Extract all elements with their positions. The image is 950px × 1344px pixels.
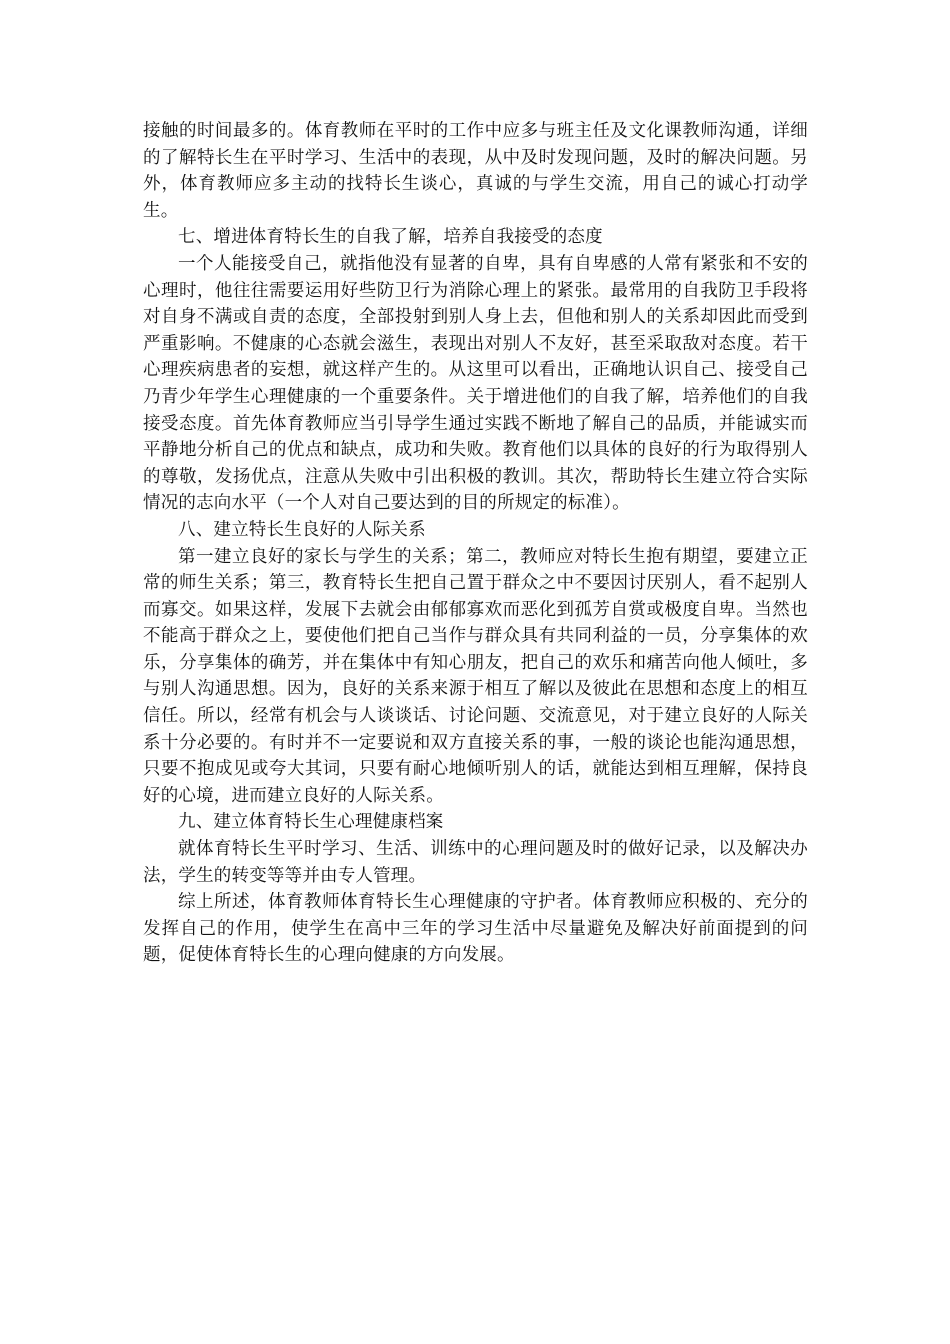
paragraph-relationships: 第一建立良好的家长与学生的关系；第二，教师应对特长生抱有期望，要建立正常的师生关系；第三，教育特长生把自己置于群众之中不要因讨厌别人，看不起别人而寡交。如果这样，发展下去就会由郁郁寡欢而恶化到孤芳自赏或极度自卑。当然也不能高于群众之上，要使他们把自己当作与群众具有共同利益的一员，分享集体的欢乐，分享集体的确芳，并在集体中有知心朋友，把自己的欢乐和痛苦向他人倾吐，多与别人沟通思想。因为，良好的关系来源于相互了解以及彼此在思想和态度上的相互信任。所以，经常有机会与人谈谈话、讨论问题、交流意见，对于建立良好的人际关系十分必要的。有时并不一定要说和双方直接关系的事，一般的谈论也能沟通思想，只要不抱成见或夸大其词，只要有耐心地倾听别人的话，就能达到相互理解，保持良好的心境，进而建立良好的人际关系。 <box>143 546 808 806</box>
document-page <box>143 118 808 969</box>
section-heading-9: 九、建立体育特长生心理健康档案 <box>178 812 444 833</box>
section-heading-8: 八、建立特长生良好的人际关系 <box>178 519 426 540</box>
section-heading-7: 七、增进体育特长生的自我了解，培养自我接受的态度 <box>178 227 603 248</box>
paragraph-records: 就体育特长生平时学习、生活、训练中的心理问题及时的做好记录，以及解决办法，学生的转变等等并由专人管理。 <box>143 839 808 886</box>
paragraph-conclusion: 综上所述，体育教师体育特长生心理健康的守护者。体育教师应积极的、充分的发挥自己的作用，使学生在高中三年的学习生活中尽量避免及解决好前面提到的问题，促使体育特长生的心理向健康的方向发展。 <box>143 892 808 966</box>
paragraph-continuation: 接触的时间最多的。体育教师在平时的工作中应多与班主任及文化课教师沟通，详细的了解特长生在平时学习、生活中的表现，从中及时发现问题，及时的解决问题。另外，体育教师应多主动的找特长生谈心，真诚的与学生交流，用自己的诚心打动学生。 <box>143 121 808 221</box>
paragraph-self-acceptance: 一个人能接受自己，就指他没有显著的自卑，具有自卑感的人常有紧张和不安的心理时，他往往需要运用好些防卫行为消除心理上的紧张。最常用的自我防卫手段将对自身不满或自责的态度，全部投射到别人身上去，但他和别人的关系却因此而受到严重影响。不健康的心态就会滋生，表现出对别人不友好，甚至采取敌对态度。若干心理疾病患者的妄想，就这样产生的。从这里可以看出，正确地认识自己、接受自己乃青少年学生心理健康的一个重要条件。关于增进他们的自我了解，培养他们的自我接受态度。首先体育教师应当引导学生通过实践不断地了解自己的品质，并能诚实而平静地分析自己的优点和缺点，成功和失败。教育他们以具体的良好的行为取得别人的尊敬，发扬优点，注意从失败中引出积极的教训。其次，帮助特长生建立符合实际情况的志向水平（一个人对自己要达到的目的所规定的标准）。 <box>143 253 808 514</box>
